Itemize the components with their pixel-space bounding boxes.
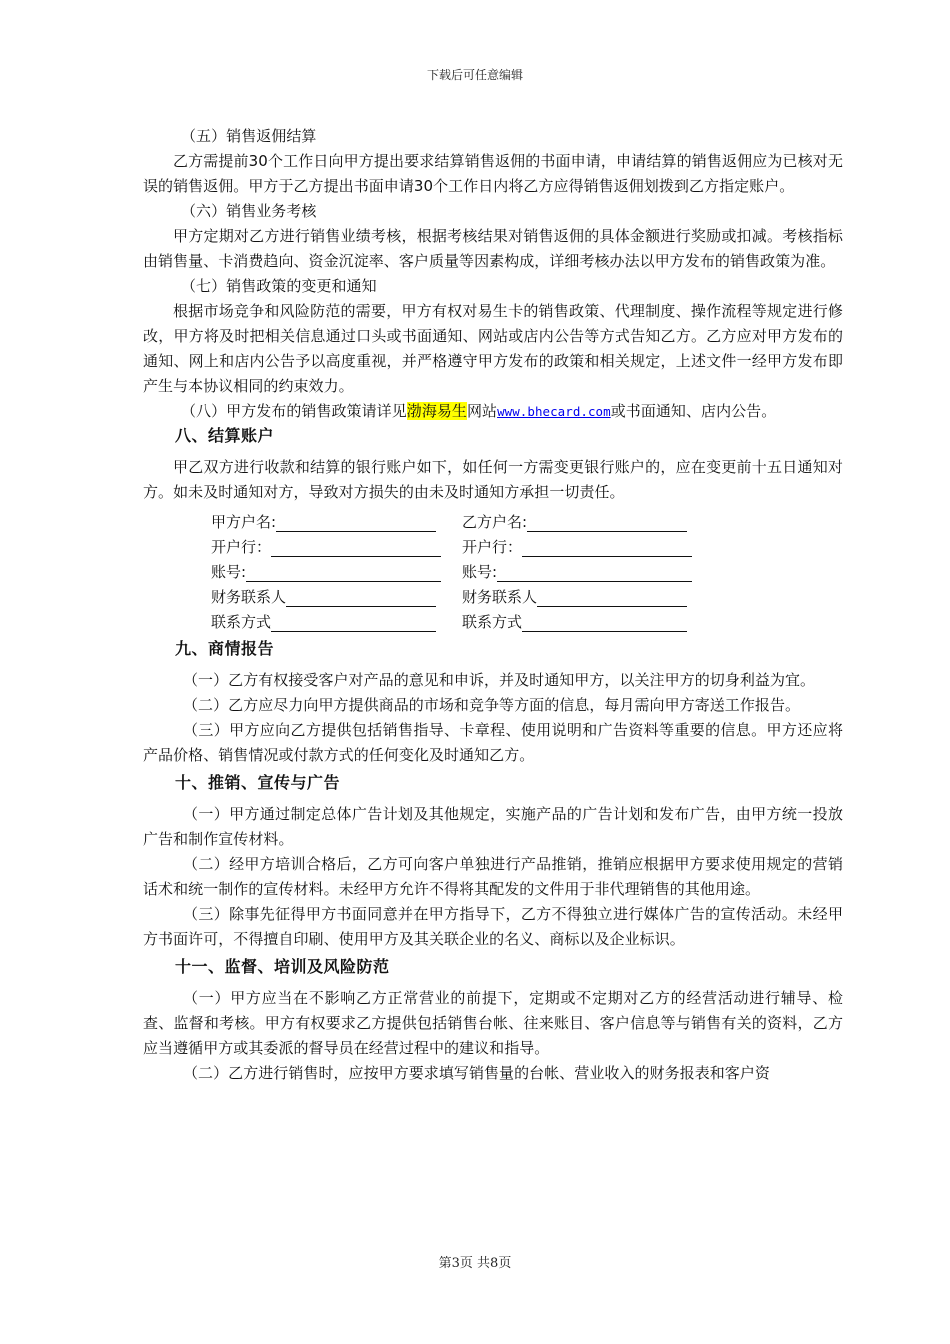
- page-footer: 第3页 共8页: [438, 1256, 512, 1271]
- account-label: 乙方户名:: [462, 513, 528, 531]
- heading-report: 九、商情报告: [175, 639, 275, 658]
- blank-field[interactable]: [246, 564, 441, 582]
- report-item: （三）甲方应向乙方提供包括销售指导、卡章程、使用说明和广告资料等重要的信息。甲方还应将产品价格、销售情况或付款方式的任何变化及时通知乙方。: [143, 721, 843, 764]
- supervision-item: （二）乙方进行销售时，应按甲方要求填写销售量的台帐、营业收入的财务报表和客户资: [183, 1064, 770, 1082]
- section-7-title: （七）销售政策的变更和通知: [181, 277, 377, 295]
- account-row: [211, 534, 843, 559]
- heading-supervision: 十一、监督、培训及风险防范: [175, 957, 390, 976]
- website-link[interactable]: www.bhecard.com: [497, 404, 611, 419]
- document-body: [143, 124, 843, 1086]
- report-item: （二）乙方应尽力向甲方提供商品的市场和竞争等方面的信息，每月需向甲方寄送工作报告。: [183, 696, 801, 714]
- section-7-text: 根据市场竞争和风险防范的需要，甲方有权对易生卡的销售政策、代理制度、操作流程等规定进行修改，甲方将及时把相关信息通过口头或书面通知、网站或店内公告等方式告知乙方。乙方应对甲方发布的通知、网上和店内公告予以高度重视，并严格遵守甲方发布的政策和相关规定，上述文件一经甲方发布即产生与本协议相同的约束效力。: [143, 302, 843, 395]
- account-form: [211, 509, 843, 634]
- heading-accounts: 八、结算账户: [175, 426, 275, 445]
- blank-field[interactable]: [276, 514, 436, 532]
- account-row: [211, 559, 843, 584]
- blank-field[interactable]: [537, 589, 687, 607]
- account-row: [211, 509, 843, 534]
- account-label: 财务联系人: [462, 588, 538, 606]
- account-label: 甲方户名:: [211, 513, 277, 531]
- section-8-middle: 网站: [466, 402, 498, 420]
- heading-promo: 十、推销、宣传与广告: [175, 773, 341, 792]
- section-8-text: [143, 399, 843, 424]
- blank-field[interactable]: [271, 614, 436, 632]
- account-label: 开户行：: [211, 538, 272, 556]
- account-label: 账号:: [462, 563, 498, 581]
- supervision-item: （一）甲方应当在不影响乙方正常营业的前提下，定期或不定期对乙方的经营活动进行辅导、检查、监督和考核。甲方有权要求乙方提供包括销售台帐、往来账目、客户信息等与销售有关的资料，乙方应当遵循甲方或其委派的督导员在经营过程中的建议和指导。: [143, 989, 843, 1057]
- report-item: （一）乙方有权接受客户对产品的意见和申诉，并及时通知甲方，以关注甲方的切身利益为宜。: [183, 671, 816, 689]
- blank-field[interactable]: [271, 539, 441, 557]
- promo-item: （二）经甲方培训合格后，乙方可向客户单独进行产品推销，推销应根据甲方要求使用规定的营销话术和统一制作的宣传材料。未经甲方允许不得将其配发的文件用于非代理销售的其他用途。: [143, 855, 843, 898]
- account-label: 财务联系人: [211, 588, 287, 606]
- blank-field[interactable]: [497, 564, 692, 582]
- section-6-text: 甲方定期对乙方进行销售业绩考核，根据考核结果对销售返佣的具体金额进行奖励或扣减。考核指标由销售量、卡消费趋向、资金沉淀率、客户质量等因素构成，详细考核办法以甲方发布的销售政策为准。: [143, 227, 843, 270]
- promo-item: （三）除事先征得甲方书面同意并在甲方指导下，乙方不得独立进行媒体广告的宣传活动。未经甲方书面许可，不得擅自印刷、使用甲方及其关联企业的名义、商标以及企业标识。: [143, 905, 843, 948]
- blank-field[interactable]: [522, 614, 687, 632]
- account-label: 联系方式: [462, 613, 523, 631]
- blank-field[interactable]: [527, 514, 687, 532]
- account-label: 账号:: [211, 563, 247, 581]
- blank-field[interactable]: [286, 589, 436, 607]
- section-8-before: （八）甲方发布的销售政策请详见: [181, 402, 407, 420]
- section-5-title: （五）销售返佣结算: [181, 127, 317, 145]
- section-8-after: 或书面通知、店内公告。: [610, 402, 777, 420]
- account-row: [211, 584, 843, 609]
- highlighted-brand: 渤海易生: [406, 402, 467, 420]
- blank-field[interactable]: [522, 539, 692, 557]
- promo-item: （一）甲方通过制定总体广告计划及其他规定，实施产品的广告计划和发布广告，由甲方统一投放广告和制作宣传材料。: [143, 805, 843, 848]
- page-header: 下载后可任意编辑: [426, 68, 523, 82]
- account-label: 联系方式: [211, 613, 272, 631]
- section-5-text: 乙方需提前30个工作日向甲方提出要求结算销售返佣的书面申请，申请结算的销售返佣应为已核对无误的销售返佣。甲方于乙方提出书面申请30个工作日内将乙方应得销售返佣划拨到乙方指定账户。: [143, 152, 843, 195]
- account-label: 开户行：: [462, 538, 523, 556]
- section-6-title: （六）销售业务考核: [181, 202, 317, 220]
- accounts-intro: 甲乙双方进行收款和结算的银行账户如下，如任何一方需变更银行账户的，应在变更前十五日通知对方。如未及时通知对方，导致对方损失的由未及时通知方承担一切责任。: [143, 458, 843, 501]
- account-row: [211, 609, 843, 634]
